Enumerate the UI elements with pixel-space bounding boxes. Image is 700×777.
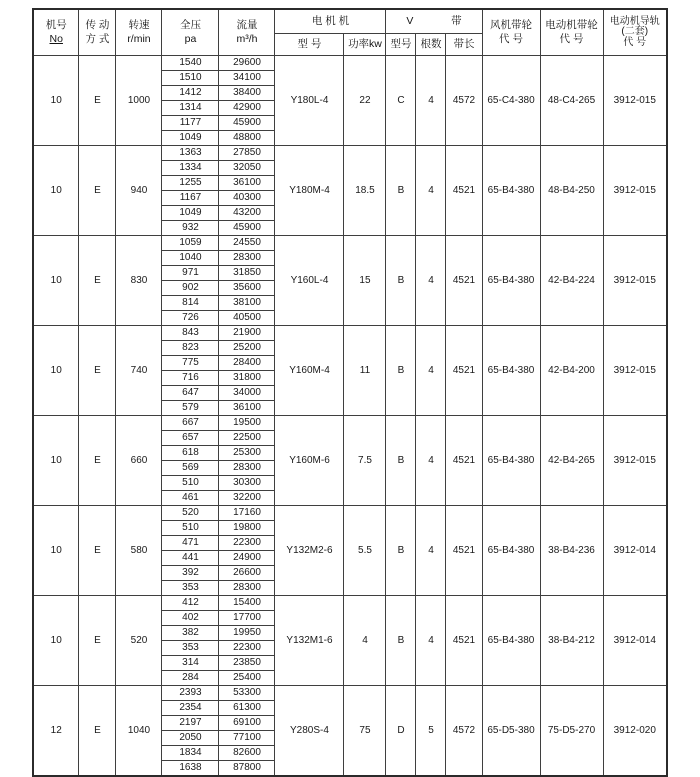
header-motor-model: 型 号 xyxy=(275,34,344,56)
cell-pressure: 2197 xyxy=(162,716,219,731)
fan-spec-table xyxy=(32,8,668,777)
cell-motor-pulley-code: 48-C4-265 xyxy=(540,56,603,146)
cell-flow: 32050 xyxy=(219,161,275,176)
cell-flow: 42900 xyxy=(219,101,275,116)
cell-flow: 15400 xyxy=(219,596,275,611)
header-vbelt-group xyxy=(386,9,482,34)
cell-pressure: 1049 xyxy=(162,131,219,146)
cell-pressure: 510 xyxy=(162,476,219,491)
header-motor-rail-line2: (二套) xyxy=(621,26,649,38)
header-fan-pulley-line2: 代 号 xyxy=(499,32,523,45)
header-motor-power: 功率kw xyxy=(344,34,386,56)
header-flow xyxy=(219,9,275,56)
cell-machine-no: 10 xyxy=(33,596,79,686)
header-fan-pulley-line1: 风机带轮 xyxy=(490,19,533,32)
cell-drive-type: E xyxy=(79,416,116,506)
cell-belt-count: 4 xyxy=(416,596,446,686)
header-vbelt-v: V xyxy=(406,15,414,28)
cell-flow: 34000 xyxy=(219,386,275,401)
cell-pressure: 902 xyxy=(162,281,219,296)
cell-fan-pulley-code: 65-B4-380 xyxy=(482,146,540,236)
cell-pressure: 2354 xyxy=(162,701,219,716)
cell-pressure: 971 xyxy=(162,266,219,281)
cell-belt-model: B xyxy=(386,326,416,416)
cell-flow: 31800 xyxy=(219,371,275,386)
cell-fan-pulley-code: 65-B4-380 xyxy=(482,596,540,686)
cell-pressure: 392 xyxy=(162,566,219,581)
cell-speed: 520 xyxy=(116,596,162,686)
cell-pressure: 1059 xyxy=(162,236,219,251)
cell-pressure: 775 xyxy=(162,356,219,371)
cell-flow: 34100 xyxy=(219,71,275,86)
cell-pressure: 1540 xyxy=(162,56,219,71)
cell-motor-model: Y160M-4 xyxy=(275,326,344,416)
cell-pressure: 647 xyxy=(162,386,219,401)
header-vbelt-dai: 带 xyxy=(451,15,462,28)
cell-flow: 30300 xyxy=(219,476,275,491)
cell-motor-pulley-code: 38-B4-236 xyxy=(540,506,603,596)
cell-pressure: 1167 xyxy=(162,191,219,206)
cell-speed: 580 xyxy=(116,506,162,596)
cell-belt-length: 4521 xyxy=(446,506,482,596)
header-drive xyxy=(79,9,116,56)
table-row xyxy=(33,326,667,341)
cell-belt-model: C xyxy=(386,56,416,146)
cell-pressure: 353 xyxy=(162,581,219,596)
cell-pressure: 314 xyxy=(162,656,219,671)
cell-pressure: 441 xyxy=(162,551,219,566)
cell-pressure: 843 xyxy=(162,326,219,341)
cell-motor-model: Y132M1-6 xyxy=(275,596,344,686)
cell-pressure: 1314 xyxy=(162,101,219,116)
header-speed-line1: 转速 xyxy=(128,19,150,32)
cell-flow: 25400 xyxy=(219,671,275,686)
cell-motor-model: Y180L-4 xyxy=(275,56,344,146)
cell-pressure: 657 xyxy=(162,431,219,446)
cell-pressure: 461 xyxy=(162,491,219,506)
cell-pressure: 726 xyxy=(162,311,219,326)
cell-motor-rail-code: 3912-015 xyxy=(603,236,667,326)
cell-speed: 660 xyxy=(116,416,162,506)
cell-pressure: 1040 xyxy=(162,251,219,266)
header-drive-line2: 方 式 xyxy=(85,32,110,45)
table-header xyxy=(33,9,667,56)
cell-motor-model: Y280S-4 xyxy=(275,686,344,777)
cell-flow: 24900 xyxy=(219,551,275,566)
cell-flow: 40300 xyxy=(219,191,275,206)
cell-motor-power: 18.5 xyxy=(344,146,386,236)
cell-pressure: 510 xyxy=(162,521,219,536)
table-row xyxy=(33,416,667,431)
cell-pressure: 2393 xyxy=(162,686,219,701)
cell-motor-pulley-code: 42-B4-265 xyxy=(540,416,603,506)
cell-fan-pulley-code: 65-B4-380 xyxy=(482,506,540,596)
cell-pressure: 520 xyxy=(162,506,219,521)
cell-motor-pulley-code: 48-B4-250 xyxy=(540,146,603,236)
cell-speed: 830 xyxy=(116,236,162,326)
table-row xyxy=(33,236,667,251)
cell-flow: 36100 xyxy=(219,176,275,191)
cell-belt-model: B xyxy=(386,596,416,686)
cell-pressure: 1177 xyxy=(162,116,219,131)
header-pressure xyxy=(162,9,219,56)
cell-flow: 28300 xyxy=(219,581,275,596)
cell-pressure: 1510 xyxy=(162,71,219,86)
cell-fan-pulley-code: 65-C4-380 xyxy=(482,56,540,146)
cell-speed: 1000 xyxy=(116,56,162,146)
cell-belt-model: B xyxy=(386,146,416,236)
cell-drive-type: E xyxy=(79,56,116,146)
cell-belt-length: 4521 xyxy=(446,146,482,236)
header-motor-rail xyxy=(603,9,667,56)
cell-flow: 40500 xyxy=(219,311,275,326)
cell-motor-rail-code: 3912-020 xyxy=(603,686,667,777)
cell-flow: 21900 xyxy=(219,326,275,341)
header-flow-line1: 流量 xyxy=(236,19,258,32)
cell-motor-power: 4 xyxy=(344,596,386,686)
cell-machine-no: 10 xyxy=(33,236,79,326)
cell-motor-power: 11 xyxy=(344,326,386,416)
cell-flow: 38400 xyxy=(219,86,275,101)
table-body xyxy=(33,56,667,777)
cell-belt-length: 4521 xyxy=(446,596,482,686)
cell-machine-no: 10 xyxy=(33,326,79,416)
cell-machine-no: 10 xyxy=(33,506,79,596)
cell-flow: 45900 xyxy=(219,116,275,131)
cell-flow: 77100 xyxy=(219,731,275,746)
cell-pressure: 412 xyxy=(162,596,219,611)
header-vbelt-label xyxy=(387,15,480,28)
cell-pressure: 716 xyxy=(162,371,219,386)
cell-flow: 26600 xyxy=(219,566,275,581)
cell-fan-pulley-code: 65-B4-380 xyxy=(482,326,540,416)
cell-drive-type: E xyxy=(79,686,116,777)
cell-pressure: 1363 xyxy=(162,146,219,161)
cell-belt-length: 4572 xyxy=(446,686,482,777)
cell-belt-length: 4521 xyxy=(446,236,482,326)
cell-fan-pulley-code: 65-B4-380 xyxy=(482,416,540,506)
cell-motor-model: Y160M-6 xyxy=(275,416,344,506)
table-row xyxy=(33,596,667,611)
cell-speed: 940 xyxy=(116,146,162,236)
header-belt-count: 根数 xyxy=(416,34,446,56)
cell-motor-power: 22 xyxy=(344,56,386,146)
cell-pressure: 667 xyxy=(162,416,219,431)
cell-flow: 17700 xyxy=(219,611,275,626)
cell-pressure: 569 xyxy=(162,461,219,476)
table-row xyxy=(33,686,667,701)
cell-fan-pulley-code: 65-B4-380 xyxy=(482,236,540,326)
header-motor-pulley xyxy=(540,9,603,56)
cell-machine-no: 10 xyxy=(33,56,79,146)
cell-belt-length: 4521 xyxy=(446,326,482,416)
cell-motor-pulley-code: 38-B4-212 xyxy=(540,596,603,686)
table-row xyxy=(33,506,667,521)
header-motor-rail-line1: 电动机导轨 xyxy=(609,15,660,27)
header-motor-rail-line3: 代 号 xyxy=(623,36,647,48)
header-motor-group: 电 机 机 xyxy=(275,9,386,34)
cell-belt-count: 4 xyxy=(416,326,446,416)
cell-belt-count: 5 xyxy=(416,686,446,777)
cell-belt-model: B xyxy=(386,506,416,596)
cell-flow: 23850 xyxy=(219,656,275,671)
header-motor-pulley-line2: 代 号 xyxy=(559,32,584,45)
header-belt-model: 型号 xyxy=(386,34,416,56)
cell-motor-rail-code: 3912-015 xyxy=(603,56,667,146)
cell-flow: 43200 xyxy=(219,206,275,221)
cell-speed: 740 xyxy=(116,326,162,416)
cell-motor-pulley-code: 42-B4-224 xyxy=(540,236,603,326)
cell-motor-power: 5.5 xyxy=(344,506,386,596)
cell-belt-model: B xyxy=(386,236,416,326)
cell-motor-power: 7.5 xyxy=(344,416,386,506)
cell-pressure: 382 xyxy=(162,626,219,641)
cell-pressure: 353 xyxy=(162,641,219,656)
cell-pressure: 932 xyxy=(162,221,219,236)
cell-drive-type: E xyxy=(79,236,116,326)
cell-pressure: 1334 xyxy=(162,161,219,176)
cell-pressure: 1412 xyxy=(162,86,219,101)
cell-pressure: 1834 xyxy=(162,746,219,761)
header-speed xyxy=(116,9,162,56)
cell-pressure: 579 xyxy=(162,401,219,416)
header-pressure-line1: 全压 xyxy=(179,19,201,32)
table-row xyxy=(33,56,667,71)
cell-belt-count: 4 xyxy=(416,416,446,506)
header-drive-line1: 传 动 xyxy=(85,19,110,32)
cell-flow: 22500 xyxy=(219,431,275,446)
cell-pressure: 823 xyxy=(162,341,219,356)
cell-pressure: 814 xyxy=(162,296,219,311)
cell-flow: 19500 xyxy=(219,416,275,431)
cell-motor-rail-code: 3912-014 xyxy=(603,506,667,596)
cell-flow: 53300 xyxy=(219,686,275,701)
cell-flow: 17160 xyxy=(219,506,275,521)
cell-belt-count: 4 xyxy=(416,236,446,326)
cell-motor-power: 15 xyxy=(344,236,386,326)
cell-flow: 45900 xyxy=(219,221,275,236)
cell-pressure: 1255 xyxy=(162,176,219,191)
header-no xyxy=(33,9,79,56)
cell-drive-type: E xyxy=(79,596,116,686)
cell-pressure: 402 xyxy=(162,611,219,626)
cell-flow: 19800 xyxy=(219,521,275,536)
cell-flow: 61300 xyxy=(219,701,275,716)
table-row xyxy=(33,146,667,161)
cell-flow: 25300 xyxy=(219,446,275,461)
cell-motor-pulley-code: 42-B4-200 xyxy=(540,326,603,416)
header-fan-pulley xyxy=(482,9,540,56)
cell-flow: 29600 xyxy=(219,56,275,71)
header-pressure-line2: pa xyxy=(184,32,197,45)
cell-pressure: 284 xyxy=(162,671,219,686)
cell-flow: 69100 xyxy=(219,716,275,731)
cell-pressure: 618 xyxy=(162,446,219,461)
cell-flow: 22300 xyxy=(219,641,275,656)
cell-belt-model: B xyxy=(386,416,416,506)
cell-flow: 28400 xyxy=(219,356,275,371)
cell-flow: 28300 xyxy=(219,251,275,266)
cell-motor-rail-code: 3912-015 xyxy=(603,326,667,416)
cell-belt-count: 4 xyxy=(416,146,446,236)
cell-flow: 82600 xyxy=(219,746,275,761)
cell-fan-pulley-code: 65-D5-380 xyxy=(482,686,540,777)
cell-flow: 35600 xyxy=(219,281,275,296)
cell-flow: 27850 xyxy=(219,146,275,161)
cell-drive-type: E xyxy=(79,326,116,416)
header-speed-line2: r/min xyxy=(127,32,151,45)
cell-machine-no: 10 xyxy=(33,416,79,506)
cell-motor-pulley-code: 75-D5-270 xyxy=(540,686,603,777)
cell-motor-model: Y160L-4 xyxy=(275,236,344,326)
cell-flow: 22300 xyxy=(219,536,275,551)
cell-drive-type: E xyxy=(79,146,116,236)
cell-motor-rail-code: 3912-015 xyxy=(603,416,667,506)
cell-motor-rail-code: 3912-015 xyxy=(603,146,667,236)
cell-flow: 31850 xyxy=(219,266,275,281)
cell-pressure: 1049 xyxy=(162,206,219,221)
cell-speed: 1040 xyxy=(116,686,162,777)
cell-flow: 28300 xyxy=(219,461,275,476)
cell-flow: 87800 xyxy=(219,761,275,777)
cell-drive-type: E xyxy=(79,506,116,596)
cell-belt-length: 4521 xyxy=(446,416,482,506)
cell-motor-rail-code: 3912-014 xyxy=(603,596,667,686)
cell-machine-no: 10 xyxy=(33,146,79,236)
cell-flow: 38100 xyxy=(219,296,275,311)
cell-flow: 36100 xyxy=(219,401,275,416)
header-belt-length: 带长 xyxy=(446,34,482,56)
header-no-line1: 机号 xyxy=(45,19,67,32)
cell-flow: 25200 xyxy=(219,341,275,356)
header-flow-line2: m³/h xyxy=(236,32,258,45)
cell-machine-no: 12 xyxy=(33,686,79,777)
cell-belt-length: 4572 xyxy=(446,56,482,146)
cell-flow: 19950 xyxy=(219,626,275,641)
header-motor-pulley-line1: 电动机带轮 xyxy=(545,19,598,32)
cell-pressure: 471 xyxy=(162,536,219,551)
header-no-line2: No xyxy=(49,32,63,45)
cell-flow: 48800 xyxy=(219,131,275,146)
cell-belt-model: D xyxy=(386,686,416,777)
cell-motor-model: Y132M2-6 xyxy=(275,506,344,596)
cell-pressure: 1638 xyxy=(162,761,219,777)
cell-belt-count: 4 xyxy=(416,506,446,596)
cell-pressure: 2050 xyxy=(162,731,219,746)
cell-belt-count: 4 xyxy=(416,56,446,146)
cell-motor-power: 75 xyxy=(344,686,386,777)
cell-motor-model: Y180M-4 xyxy=(275,146,344,236)
cell-flow: 24550 xyxy=(219,236,275,251)
cell-flow: 32200 xyxy=(219,491,275,506)
